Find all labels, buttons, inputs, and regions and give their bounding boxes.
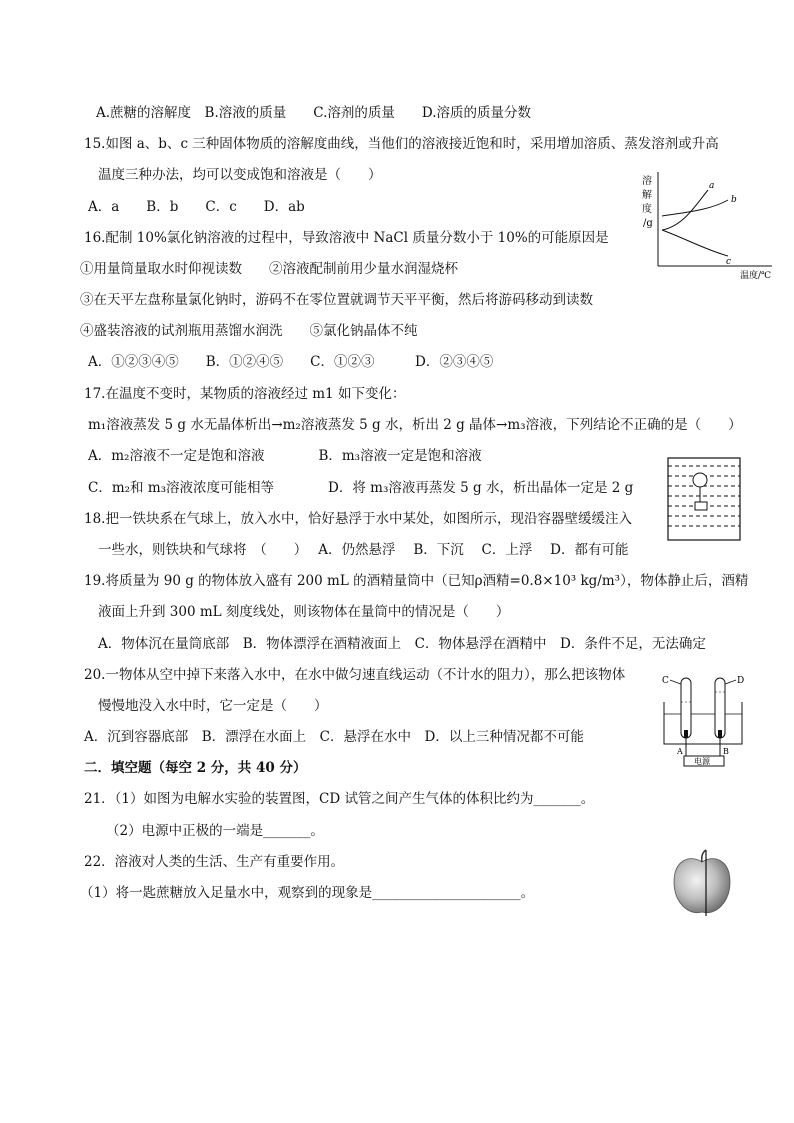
beaker-balloon-figure xyxy=(666,456,742,542)
power-label: 电源 xyxy=(694,757,710,766)
label-c: C xyxy=(662,676,669,686)
test-tube-c xyxy=(681,678,691,738)
curve-label-b: b xyxy=(731,195,737,205)
q20-stem-line1: 20.一物体从空中掉下来落入水中，在水中做匀速直线运动（不计水的阻力），那么把该物体 xyxy=(84,667,626,683)
y-label-3: 度 xyxy=(642,204,652,215)
q16-stem-line1: 16.配制 10%氯化钠溶液的过程中，导致溶液中 NaCl 质量分数小于 10%的可能原因是 xyxy=(84,230,609,246)
iron-block xyxy=(695,502,707,510)
curve-b xyxy=(662,200,728,216)
balloon xyxy=(693,473,707,487)
q16-stem-line4: ④盛装溶液的试剂瓶用蒸馏水润洗 ⑤氯化钠晶体不纯 xyxy=(80,323,418,339)
q19-options: A．物体沉在量筒底部 B．物体漂浮在酒精液面上 C．物体悬浮在酒精中 D．条件不足，无法确定 xyxy=(98,636,706,652)
q17-stem-line1: 17.在温度不变时，某物质的溶液经过 m1 如下变化： xyxy=(84,386,406,402)
section2-title: 二．填空题（每空 2 分，共 40 分） xyxy=(84,760,307,776)
curve-label-c: c xyxy=(726,257,732,267)
q15-stem-line1: 15.如图 a、b、c 三种固体物质的溶解度曲线，当他们的溶液接近饱和时，采用增加溶质、蒸发溶剂或升高 xyxy=(84,136,719,152)
y-label-1: 溶 xyxy=(642,176,652,187)
label-d: D xyxy=(737,676,745,686)
q20-options: A．沉到容器底部 B．漂浮在水面上 C．悬浮在水中 D．以上三种情况都不可能 xyxy=(84,729,584,745)
q17-stem-line2: m₁溶液蒸发 5 g 水无晶体析出→m₂溶液蒸发 5 g 水，析出 2 g 晶体→m₃溶液，下列结论不正确的是（ ） xyxy=(88,417,742,433)
q16-stem-line2: ①用量筒量取水时仰视读数 ②溶液配制前用少量水润湿烧杯 xyxy=(80,261,458,277)
q19-stem-line2: 液面上升到 300 mL 刻度线处，则该物体在量筒中的情况是（ ） xyxy=(98,604,510,620)
solubility-curve-figure xyxy=(636,168,778,280)
electrolysis-figure xyxy=(660,672,748,768)
curve-c xyxy=(662,230,728,256)
q18-stem-line2: 一些水，则铁块和气球将 （ ） A．仍然悬浮 B．下沉 C．上浮 D．都有可能 xyxy=(98,542,629,558)
q16-options: A．①②③④⑤ B．①②④⑤ C．①②③ D．②③④⑤ xyxy=(88,354,494,370)
test-tube-d xyxy=(715,678,725,738)
q20-stem-line2: 慢慢地没入水中时，它一定是（ ） xyxy=(98,698,328,714)
q19-stem-line1: 19.将质量为 90 g 的物体放入盛有 200 mL 的酒精量筒中（已知ρ酒精=0.8×10³ kg/m³），物体静止后，酒精 xyxy=(84,573,749,589)
q22-line1: 22．溶液对人类的生活、生产有重要作用。 xyxy=(84,854,345,870)
y-label-4: /g xyxy=(643,218,653,229)
q18-stem-line1: 18.把一铁块系在气球上，放入水中，恰好悬浮于水中某处，如图所示，现沿容器壁缓缓注入 xyxy=(84,511,632,527)
q21-line1: 21．（1）如图为电解水实验的装置图，CD 试管之间产生气体的体积比约为_______。 xyxy=(84,791,595,807)
q22-line2: （1）将一匙蔗糖放入足量水中，观察到的现象是______________________。 xyxy=(80,885,535,901)
curve-label-a: a xyxy=(709,181,715,191)
q14-options: A.蔗糖的溶解度 B.溶液的质量 C.溶剂的质量 D.溶质的质量分数 xyxy=(96,105,532,121)
y-label-2: 解 xyxy=(642,190,652,201)
q21-line2: （2）电源中正极的一端是_______。 xyxy=(106,823,324,839)
q16-stem-line3: ③在天平左盘称量氯化钠时，游码不在零位置就调节天平平衡，然后将游码移动到读数 xyxy=(80,292,593,308)
label-a: A xyxy=(677,747,683,756)
q17-options-cd: C．m₂和 m₃溶液浓度可能相等 D．将 m₃溶液再蒸发 5 g 水，析出晶体一定是 2 g xyxy=(88,480,634,496)
x-axis-label: 温度/℃ xyxy=(740,271,772,280)
q15-stem-line2: 温度三种办法，均可以变成饱和溶液是（ ） xyxy=(98,167,382,183)
label-b: B xyxy=(723,747,729,756)
q15-options: A．a B．b C．c D．ab xyxy=(88,199,305,215)
q17-options-ab: A．m₂溶液不一定是饱和溶液 B．m₃溶液一定是饱和溶液 xyxy=(88,448,482,464)
apple-image xyxy=(670,848,734,918)
